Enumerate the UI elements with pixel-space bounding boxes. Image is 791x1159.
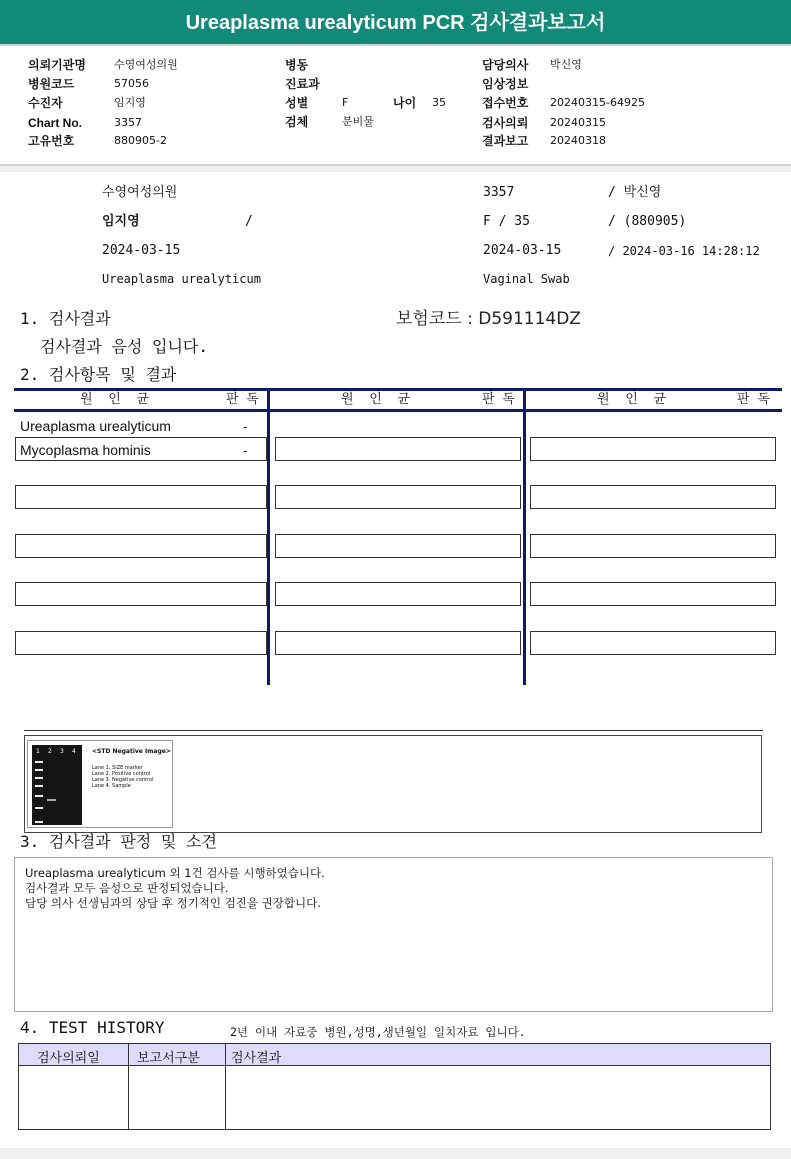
insurance-code: 보험코드 : D591114DZ xyxy=(396,309,581,329)
result-cell xyxy=(15,582,267,606)
lane-number: 1 xyxy=(36,748,40,755)
receipt-no-value: 20240315-64925 xyxy=(550,96,645,109)
receipt-no-label: 접수번호 xyxy=(482,96,529,110)
sub-collect-date: 2024-03-15 xyxy=(102,243,181,258)
sex-value: F xyxy=(342,96,349,109)
institution-value: 수영여성의원 xyxy=(114,58,178,71)
history-table xyxy=(18,1043,771,1130)
item-1-result: - xyxy=(243,418,248,434)
item-1-name: Ureaplasma urealyticum xyxy=(20,418,171,434)
section3-title: 3. 검사결과 판정 및 소견 xyxy=(20,832,217,851)
col1-judgement-header: 판 독 xyxy=(226,392,259,407)
sex-label: 성별 xyxy=(285,96,309,110)
header-shade xyxy=(0,166,791,172)
request-date-label: 검사의뢰 xyxy=(482,116,529,130)
table-col-divider-1 xyxy=(267,388,270,685)
gel-lane-4: Lane 4. Sample xyxy=(92,783,131,789)
result-cell xyxy=(530,582,776,606)
result-cell xyxy=(275,437,521,461)
result-cell xyxy=(530,485,776,509)
result-cell xyxy=(530,534,776,558)
col3-judgement-header: 판 독 xyxy=(737,392,770,407)
unique-no-value: 880905-2 xyxy=(114,134,167,147)
result-cell xyxy=(15,534,267,558)
doctor-label: 담당의사 xyxy=(482,58,529,72)
opinion-box xyxy=(14,857,773,1012)
sub-specimen: Vaginal Swab xyxy=(483,272,570,286)
chart-no-label: Chart No. xyxy=(28,116,82,130)
positive-band xyxy=(47,799,56,801)
specimen-label: 검체 xyxy=(285,115,309,129)
history-col-request-date: 검사의뢰일 xyxy=(37,1051,100,1066)
sub-institution: 수영여성의원 xyxy=(102,185,178,200)
history-col-report-type: 보고서구분 xyxy=(137,1051,200,1066)
marker-band xyxy=(35,795,43,797)
request-date-value: 20240315 xyxy=(550,116,606,129)
history-note: 2년 이내 자료중 병원,성명,생년월일 일치자료 입니다. xyxy=(230,1025,526,1039)
examinee-value: 임지영 xyxy=(114,96,146,109)
gel-lane-1: Lane 1. SIZE marker xyxy=(92,765,143,771)
result-cell xyxy=(530,631,776,655)
marker-band xyxy=(35,769,43,771)
opinion-line-1: Ureaplasma urealyticum 외 1건 검사를 시행하였습니다. xyxy=(25,866,325,880)
col2-judgement-header: 판 독 xyxy=(482,392,515,407)
report-date-value: 20240318 xyxy=(550,134,606,147)
history-col-result: 검사결과 xyxy=(231,1051,282,1066)
lane-number: 4 xyxy=(72,748,76,755)
sub-test-name: Ureaplasma urealyticum xyxy=(102,272,261,286)
result-cell xyxy=(15,485,267,509)
section1-title: 1. 검사결과 xyxy=(20,309,111,328)
examinee-label: 수진자 xyxy=(28,96,63,110)
section1-result: 검사결과 음성 입니다. xyxy=(40,337,209,356)
marker-band xyxy=(35,807,43,809)
sub-receive-date: 2024-03-15 xyxy=(483,243,562,258)
bottom-shade xyxy=(0,1148,791,1159)
image-top-rule xyxy=(24,730,763,731)
result-cell xyxy=(275,631,521,655)
marker-band xyxy=(35,785,43,787)
doctor-value: 박신영 xyxy=(550,58,582,71)
result-cell xyxy=(530,437,776,461)
marker-band xyxy=(35,821,43,823)
institution-label: 의뢰기관명 xyxy=(28,58,86,72)
report-date-label: 결과보고 xyxy=(482,134,529,148)
lane-number: 3 xyxy=(60,748,64,755)
gel-photo xyxy=(32,745,82,825)
clinical-info-label: 임상정보 xyxy=(482,77,529,91)
department-label: 진료과 xyxy=(285,77,320,91)
sub-chart: 3357 xyxy=(483,185,515,200)
col3-pathogen-header: 원 인 균 xyxy=(597,392,666,407)
sub-report-datetime: / 2024-03-16 14:28:12 xyxy=(608,244,760,258)
sub-slash: / xyxy=(245,214,253,229)
hospital-code-value: 57056 xyxy=(114,77,149,90)
report-title: Ureaplasma urealyticum PCR 검사결과보고서 xyxy=(0,0,791,46)
history-header-row xyxy=(19,1044,770,1066)
opinion-line-2: 검사결과 모두 음성으로 판정되었습니다. xyxy=(25,881,229,895)
table-col-divider-2 xyxy=(523,388,526,685)
section2-title: 2. 검사항목 및 결과 xyxy=(20,365,177,384)
gel-lane-2: Lane 2. Positive control xyxy=(92,771,151,777)
chart-no-value: 3357 xyxy=(114,116,142,129)
history-col-divider xyxy=(128,1044,129,1129)
sub-name: 임지영 xyxy=(102,214,140,229)
specimen-value: 분비물 xyxy=(342,115,374,128)
hospital-code-label: 병원코드 xyxy=(28,77,75,91)
sub-doctor: / 박신영 xyxy=(608,185,662,200)
table-top-rule xyxy=(14,388,782,391)
sub-sex-age: F / 35 xyxy=(483,214,530,229)
sub-birth: / (880905) xyxy=(608,214,687,229)
result-cell xyxy=(275,582,521,606)
gel-image xyxy=(27,740,173,828)
col1-pathogen-header: 원 인 균 xyxy=(80,392,149,407)
age-value: 35 xyxy=(432,96,446,109)
item-2-result: - xyxy=(243,442,248,458)
gel-lane-3: Lane 3. Negative control xyxy=(92,777,154,783)
result-cell xyxy=(15,631,267,655)
history-col-divider xyxy=(225,1044,226,1129)
unique-no-label: 고유번호 xyxy=(28,134,75,148)
marker-band xyxy=(35,761,43,763)
col2-pathogen-header: 원 인 균 xyxy=(341,392,410,407)
marker-band xyxy=(35,777,43,779)
ward-label: 병동 xyxy=(285,58,309,72)
item-2-name: Mycoplasma hominis xyxy=(20,442,151,458)
age-label: 나이 xyxy=(393,96,417,110)
opinion-line-3: 담당 의사 선생님과의 상담 후 정기적인 검진을 권장합니다. xyxy=(25,896,321,910)
section4-title: 4. TEST HISTORY xyxy=(20,1018,165,1037)
lane-number: 2 xyxy=(48,748,52,755)
result-cell xyxy=(275,485,521,509)
table-header-rule xyxy=(14,409,782,412)
gel-title: <STD Negative Image> xyxy=(92,748,171,755)
result-cell xyxy=(275,534,521,558)
